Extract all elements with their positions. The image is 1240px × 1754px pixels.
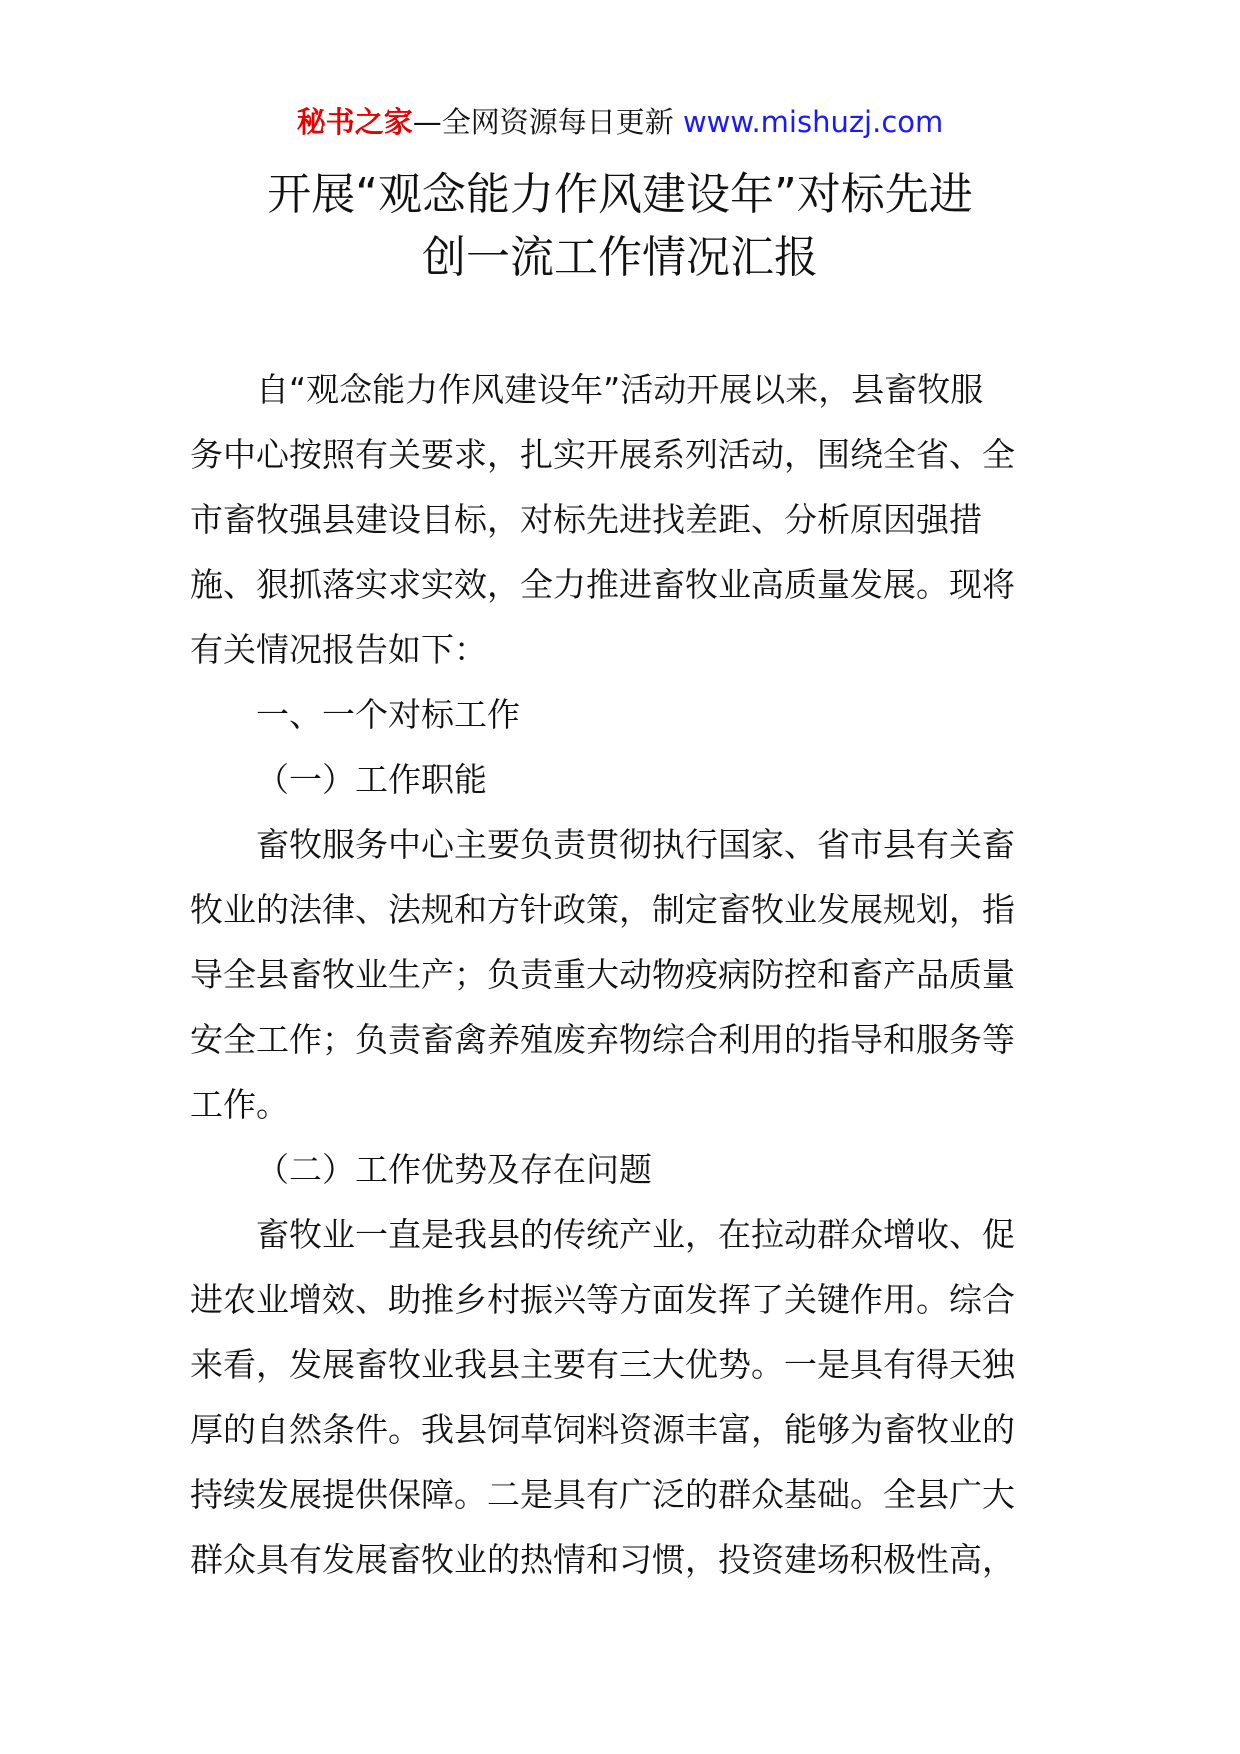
intro-line: 有关情况报告如下：	[190, 630, 487, 669]
site-tagline: —全网资源每日更新	[412, 105, 674, 139]
subheading-text: （二）工作优势及存在问题	[256, 1150, 652, 1189]
site-header	[0, 102, 1240, 142]
subheading-text: （一）工作职能	[256, 760, 487, 799]
advantages-line: 持续发展提供保障。二是具有广泛的群众基础。全县广大	[190, 1475, 1015, 1514]
advantages-paragraph	[190, 1202, 1060, 1592]
advantages-line: 厚的自然条件。我县饲草饲料资源丰富，能够为畜牧业的	[190, 1410, 1015, 1449]
subsection-heading-2	[190, 1137, 1060, 1202]
subsection-heading-1	[190, 747, 1060, 812]
intro-line: 施、狠抓落实求实效，全力推进畜牧业高质量发展。现将	[190, 565, 1015, 604]
duties-line: 畜牧服务中心主要负责贯彻执行国家、省市县有关畜	[256, 825, 1015, 864]
intro-line: 自“观念能力作风建设年”活动开展以来，县畜牧服	[256, 370, 984, 409]
advantages-line: 来看，发展畜牧业我县主要有三大优势。一是具有得天独	[190, 1345, 1015, 1384]
document-body	[190, 357, 1060, 1592]
document-title-line-2: 创一流工作情况汇报	[422, 232, 818, 283]
intro-line: 市畜牧强县建设目标，对标先进找差距、分析原因强措	[190, 500, 982, 539]
advantages-line: 畜牧业一直是我县的传统产业，在拉动群众增收、促	[256, 1215, 1015, 1254]
duties-line: 工作。	[190, 1085, 289, 1124]
intro-line: 务中心按照有关要求，扎实开展系列活动，围绕全省、全	[190, 435, 1015, 474]
duties-paragraph	[190, 812, 1060, 1137]
section-heading-1	[190, 682, 1060, 747]
site-url-link[interactable]: www.mishuzj.com	[682, 105, 944, 139]
advantages-line: 进农业增效、助推乡村振兴等方面发挥了关键作用。综合	[190, 1280, 1015, 1319]
heading-text: 一、一个对标工作	[256, 695, 520, 734]
document-title-line-1: 开展“观念能力作风建设年”对标先进	[267, 169, 973, 220]
duties-line: 安全工作；负责畜禽养殖废弃物综合利用的指导和服务等	[190, 1020, 1015, 1059]
advantages-line: 群众具有发展畜牧业的热情和习惯，投资建场积极性高，	[190, 1540, 1015, 1579]
site-brand: 秘书之家	[296, 105, 413, 139]
duties-line: 导全县畜牧业生产；负责重大动物疫病防控和畜产品质量	[190, 955, 1015, 994]
intro-paragraph	[190, 357, 1060, 682]
duties-line: 牧业的法律、法规和方针政策，制定畜牧业发展规划，指	[190, 890, 1015, 929]
